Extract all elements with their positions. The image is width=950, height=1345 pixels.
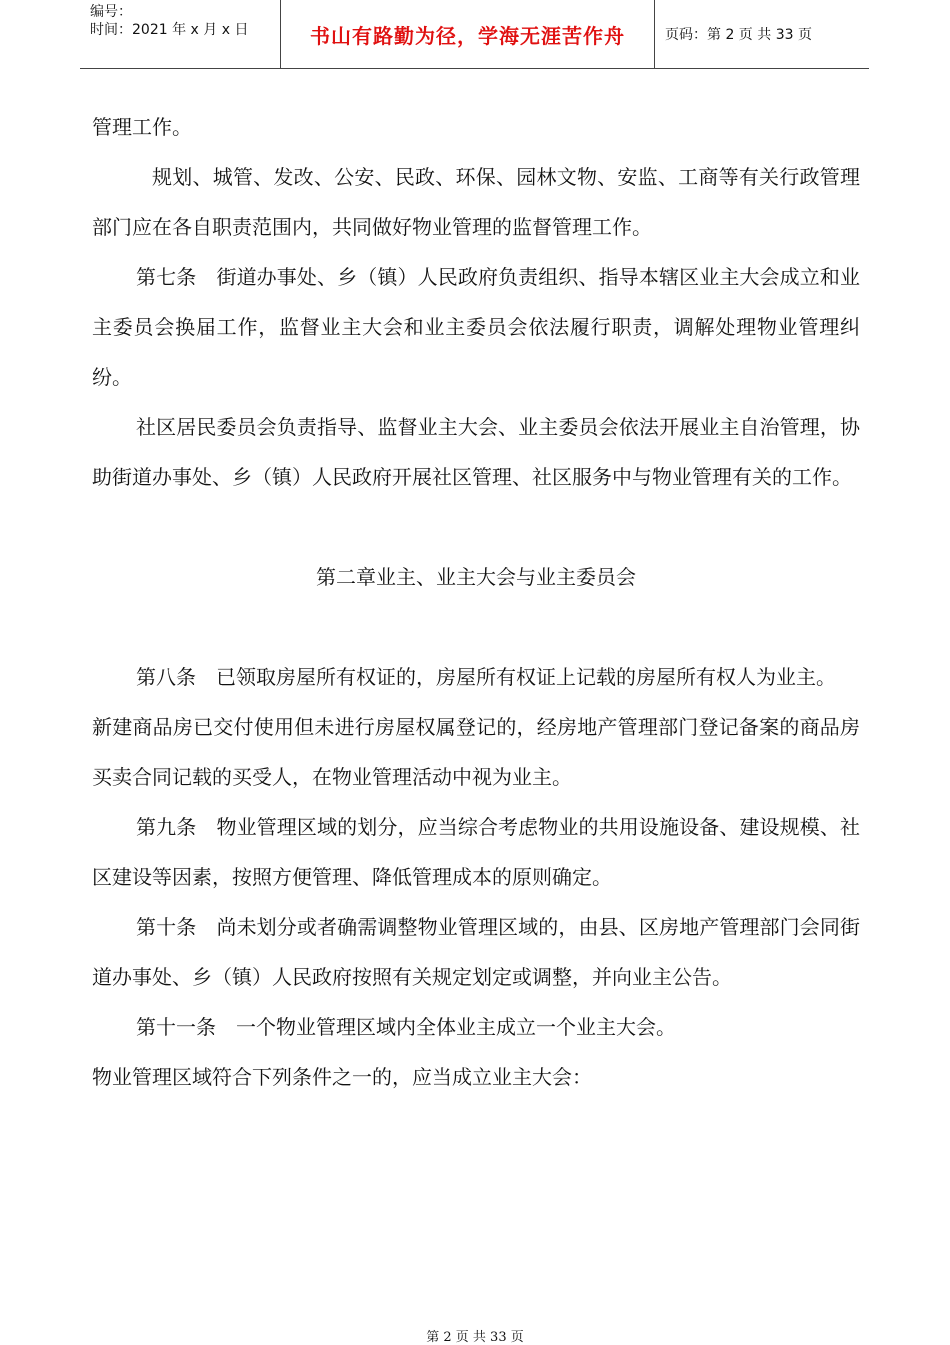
paragraph: 社区居民委员会负责指导、监督业主大会、业主委员会依法开展业主自治管理，协助街道办事处、乡（镇）人民政府开展社区管理、社区服务中与物业管理有关的工作。 xyxy=(92,415,860,489)
header-page-info: 页码：第 2 页 共 33 页 xyxy=(665,27,812,43)
paragraph: 物业管理区域符合下列条件之一的，应当成立业主大会： xyxy=(92,1065,592,1089)
page-footer: 第 2 页 共 33 页 xyxy=(426,1330,524,1345)
document-body xyxy=(92,102,860,1102)
paragraph: 规划、城管、发改、公安、民政、环保、园林文物、安监、工商等有关行政管理部门应在各自职责范围内，共同做好物业管理的监督管理工作。 xyxy=(92,165,860,239)
paragraph: 管理工作。 xyxy=(92,115,192,139)
header-page-cell xyxy=(655,0,869,68)
article-8: 第八条 已领取房屋所有权证的，房屋所有权证上记载的房屋所有权人为业主。 xyxy=(136,665,836,689)
article-7: 第七条 街道办事处、乡（镇）人民政府负责组织、指导本辖区业主大会成立和业主委员会换届工作，监督业主大会和业主委员会依法履行职责，调解处理物业管理纠纷。 xyxy=(92,265,860,389)
header-meta-cell xyxy=(80,0,281,68)
document-number-label: 编号： xyxy=(90,4,132,20)
header-motto: 书山有路勤为径，学海无涯苦作舟 xyxy=(310,23,625,48)
chapter-heading: 第二章业主、业主大会与业主委员会 xyxy=(316,565,636,589)
article-9: 第九条 物业管理区域的划分，应当综合考虑物业的共用设施设备、建设规模、社区建设等因素，按照方便管理、降低管理成本的原则确定。 xyxy=(92,815,860,889)
page-header xyxy=(80,0,869,69)
document-date: 时间：2021 年 x 月 x 日 xyxy=(90,22,249,38)
paragraph: 新建商品房已交付使用但未进行房屋权属登记的，经房地产管理部门登记备案的商品房买卖合同记载的买受人，在物业管理活动中视为业主。 xyxy=(92,715,860,789)
article-10: 第十条 尚未划分或者确需调整物业管理区域的，由县、区房地产管理部门会同街道办事处、乡（镇）人民政府按照有关规定划定或调整，并向业主公告。 xyxy=(92,915,860,989)
article-11: 第十一条 一个物业管理区域内全体业主成立一个业主大会。 xyxy=(136,1015,676,1039)
header-motto-cell xyxy=(281,0,655,68)
